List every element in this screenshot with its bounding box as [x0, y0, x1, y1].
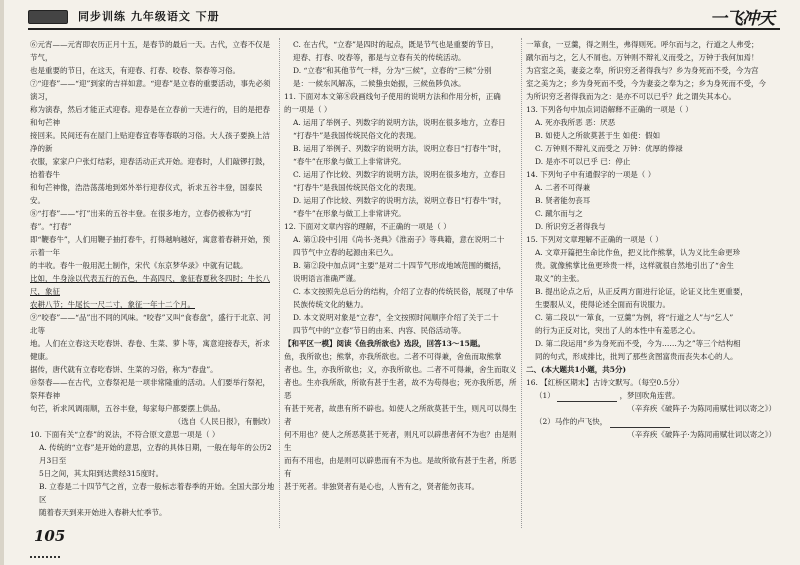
q15-option-d-cont: 同的句式，形成排比，批判了那些贪图富贵而丧失本心的人。: [535, 352, 738, 361]
q16-line-2: [526, 415, 776, 428]
column-middle: [284, 38, 517, 493]
q14-option-b: B. 贤者能勿丧耳: [535, 196, 591, 205]
q10-option-a-cont: 5日之间，其太阳到达黄经315度时。: [39, 469, 164, 478]
q12-option-c-cont: 民族传统文化的魅力。: [293, 300, 368, 309]
passage-line: 即“鞭春牛”，人们用鞭子抽打春牛，打得越响越好，寓意着春耕开始，预示着一年: [30, 235, 271, 257]
q13-option-d: D. 是亦不可以已乎 已：停止: [535, 157, 631, 166]
q15-option-b-cont: 生要服从义，使得论述全面而有说服力。: [535, 300, 670, 309]
passage-line: 地。人们在立春这天吃春饼、春卷、生菜、萝卜等，寓意迎接春天，祈求健康。: [30, 339, 270, 361]
q12-option-d-cont: 四节气中的“立春”节日的由来、内容、民俗活动等。: [293, 326, 466, 335]
q11-option-c-cont: “打春牛”是我国传统民俗文化的表现。: [293, 183, 421, 192]
q16-line-1-source: （辛弃疾《破阵子·为陈同甫赋壮词以寄之》）: [627, 404, 776, 413]
q12-option-b: B. 第②段中加点词“主要”是对二十四节气形成地域范围的概括，: [293, 261, 506, 270]
question-11-stem: 11. 下面对本文第⑧段画线句子使用的说明方法和作用分析，正确: [284, 92, 501, 101]
reading-line: 有甚于死者，故患有所不辟也。如使人之所欲莫甚于生，则凡可以得生者: [284, 404, 517, 426]
q12-option-a-cont: 四节气中立春的起源由来已久。: [293, 248, 398, 257]
q13-option-a: A. 死亦我所恶 恶：厌恶: [535, 118, 616, 127]
q15-option-c-cont: 的行为正反对比，突出了人的本性中有羞恶之心。: [535, 326, 700, 335]
q16-line-1-text: ，梦回吹角连营。: [619, 391, 680, 400]
q16-line-1: [526, 389, 776, 402]
reading-line: 室之美为之；乡为身死而不受，今为妻妾之奉为之；乡为身死而不受，今: [526, 79, 766, 88]
q12-option-a: A. 第①段中引用《尚书·尧典》《淮南子》等典籍，意在说明二十: [293, 235, 505, 244]
answer-blank[interactable]: [557, 392, 617, 402]
q15-option-d: D. 第二段运用“乡为身死而不受，今为……为之”等三个结构相: [535, 339, 741, 348]
page-header: [28, 4, 780, 30]
page-number: 105: [34, 527, 66, 545]
q10-option-c-cont: 迎春、打春、咬春等，都是与立春有关的传统活动。: [293, 53, 466, 62]
reading-line: 者也。生，亦我所欲也；义，亦我所欲也。二者不可得兼，舍生而取义: [284, 365, 517, 374]
q10-option-b-cont: 随着春天到来开始进入春耕大忙季节。: [39, 508, 167, 517]
question-15-stem: 15. 下列对文章理解不正确的一项是（ ）: [526, 235, 663, 244]
passage-line: ⑨“咬春”——“品”出不同的风味。“咬春”又叫“食春盘”，盛行于北京、河北等: [30, 313, 271, 335]
reading-title: 【和平区一模】阅读《鱼我所欲也》选段，回答13～15题。: [284, 339, 485, 348]
passage-line: ⑩祭春——在古代，立春祭祀是一项非常隆重的活动。人们要举行祭祀，祭拜春神: [30, 378, 270, 400]
passage-line: ⑦“迎春”——“迎”到家的吉祥如意。“迎春”是立春的重要活动，事先必须演习，: [30, 79, 271, 101]
q14-option-c: C. 蹴尔而与之: [535, 209, 583, 218]
answer-blank[interactable]: [610, 418, 670, 428]
q11-option-a: A. 运用了举例子、列数字的说明方法，说明在很多地方，立春日: [293, 118, 506, 127]
q16-line-1-num: （1）: [535, 391, 555, 400]
question-12-stem: 12. 下面对文章内容的理解，不正确的一项是（ ）: [284, 222, 451, 231]
q10-option-c: C. 在古代，“立春”是四时的起点，既是节气也是重要的节日，: [293, 40, 499, 49]
q15-option-a-cont: 取义”的主张。: [535, 274, 584, 283]
q10-option-b: B. 立春是二十四节气之首，立春一般标志着春季的开始。全国大部分地区: [39, 482, 275, 504]
q10-option-d: D. “立春”和其他节气一样，分为“三候”，立春的“三候”分别: [293, 66, 492, 75]
question-10-stem: 10. 下面有关“立春”的说法，不符合原文意思一项是（ ）: [30, 430, 220, 439]
q14-option-a: A. 二者不可得兼: [535, 183, 591, 192]
underlined-sentence: 比如，牛身涂以代表五行的五色，牛高四尺，象征春夏秋冬四时；牛长八尺，象征: [30, 274, 270, 296]
book-icon: [28, 10, 68, 24]
passage-line: 也是重要的节日，在这天，有迎春、打春、咬春、祭春等习俗。: [30, 66, 240, 75]
source-note: （选自《人民日报》，有删改）: [173, 417, 275, 426]
header-rule: [28, 28, 780, 30]
q16-line-2-text: （2）马作的卢飞快，: [535, 417, 608, 426]
q10-option-d-cont: 是：一候东风解冻，二候蛰虫始振，三候鱼陟负冰。: [293, 79, 466, 88]
column-left: [30, 38, 275, 519]
column-divider: [521, 38, 522, 528]
page-number-ornament: [30, 548, 60, 558]
q10-option-a: A. 传统的“立春”是开始的意思，立春的具体日期，一般在每年的公历2月3日至: [39, 443, 272, 465]
reading-line: 为宫室之美，妻妾之奉，所识穷乏者得我与？乡为身死而不受，今为宫: [526, 66, 759, 75]
reading-line: 而有不用也，由是则可以辟患而有不为也。是故所欲有甚于生者，所恶有: [284, 456, 517, 478]
q11-option-c: C. 运用了作比较、列数字的说明方法，说明在很多地方，立春日: [293, 170, 506, 179]
reading-line: 鱼，我所欲也；熊掌，亦我所欲也。二者不可得兼，舍鱼而取熊掌: [284, 352, 502, 361]
q11-option-d-cont: “春牛”在形象与做工上非常讲究。: [293, 209, 406, 218]
underlined-sentence: 农耕八节；牛尾长一尺二寸，象征一年十二个月。: [30, 300, 195, 309]
passage-line: 称为演春，然后才能正式迎春。迎春是在立春前一天进行的，目的是把春和句芒神: [30, 105, 270, 127]
question-14-stem: 14. 下列句子中有通假字的一项是（ ）: [526, 170, 656, 179]
q12-option-d: D. 本文说明对象是“立春”，全文按照时间顺序介绍了关于二十: [293, 313, 499, 322]
passage-line: 的丰收。春牛一般用泥土制作，宋代《东京梦华录》中就有记载。: [30, 261, 248, 270]
q12-option-b-cont: 说明语言准确严谨。: [293, 274, 361, 283]
q15-option-a: A. 文章开篇把生命比作鱼，把义比作熊掌，认为义比生命更珍: [535, 248, 741, 257]
reading-line: 一箪食，一豆羹，得之则生，弗得则死。呼尔而与之，行道之人弗受；: [526, 40, 759, 49]
q12-option-c: C. 本文按照先总后分的结构，介绍了立春的传统民俗，展现了中华: [293, 287, 514, 296]
passage-line: ⑧“打春”——“打”出来的五谷丰登。在很多地方，立春仍被称为“打春”。“打春”: [30, 209, 252, 231]
question-13-stem: 13. 下列各句中加点词语解释不正确的一项是（ ）: [526, 105, 693, 114]
q13-option-b: B. 如使人之所欲莫甚于生 如使：假如: [535, 131, 661, 140]
passage-line: 衣服，家家户户张灯结彩，迎春活动正式开始。迎春时，人们敲锣打鼓，抬着春牛: [30, 157, 270, 179]
q11-option-b-cont: “春牛”在形象与做工上非常讲究。: [293, 157, 406, 166]
column-right: [526, 38, 776, 441]
q15-option-b: B. 提出论点之后，从正反两方面进行论证，论证义比生更重要，: [535, 287, 748, 296]
passage-line: 据传，唐代就有立春吃春饼、生菜的习俗，称为“春盘”。: [30, 365, 218, 374]
reading-line: 蹴尔而与之，乞人不屑也。万钟则不辩礼义而受之，万钟于我何加焉！: [526, 53, 759, 62]
reading-line: 甚于死者。非独贤者有是心也，人皆有之，贤者能勿丧耳。: [284, 482, 479, 491]
reading-line: 为所识穷乏者得我而为之：是亦不可以已乎？此之谓失其本心。: [526, 92, 736, 101]
binding-edge: [0, 0, 4, 565]
question-11-stem-cont: 的一项是（ ）: [284, 105, 332, 114]
brand-logo: 一飞冲天: [710, 9, 774, 29]
q11-option-d: D. 运用了作比较、列数字的说明方法，说明立春日“打春牛”时，: [293, 196, 507, 205]
reading-line: 何不用也？使人之所恶莫甚于死者，则凡可以辟患者何不为也？由是则生: [284, 430, 517, 452]
column-divider: [279, 38, 280, 528]
passage-line: ⑥元宵——元宵即农历正月十五，是春节的最后一天。古代，立春不仅是节气，: [30, 40, 270, 62]
passage-line: 接回来。民间还有在屋门上贴迎春宜春等春联的习俗。大人孩子要换上洁净的新: [30, 131, 270, 153]
question-16-stem: 16. 【红桥区期末】古诗文默写。（每空0.5分）: [526, 378, 684, 387]
passage-line: 句芒，祈求风调雨顺，五谷丰登，每家每户都要摆上供品。: [30, 404, 225, 413]
q15-option-a-cont: 贵。就像熊掌比鱼更珍贵一样，这样就很自然地引出了“舍生: [535, 261, 734, 270]
q13-option-c: C. 万钟则不辩礼义而受之 万钟：优厚的俸禄: [535, 144, 683, 153]
series-title: 同步训练 九年级语文 下册: [78, 10, 220, 23]
q15-option-c: C. 第二段以“一箪食，一豆羹”为例，将“行道之人”与“乞人”: [535, 313, 734, 322]
q11-option-b: B. 运用了举例子、列数字的说明方法，说明立春日“打春牛”时，: [293, 144, 506, 153]
section-two-title: 二、(本大题共1小题，共5分): [526, 365, 627, 374]
q11-option-a-cont: “打春牛”是我国传统民俗文化的表现。: [293, 131, 421, 140]
q16-line-2-source: （辛弃疾《破阵子·为陈同甫赋壮词以寄之》）: [627, 430, 776, 439]
passage-line: 和句芒神像，浩浩荡荡地到郊外举行迎春仪式，祈求五谷丰登，国泰民安。: [30, 183, 263, 205]
q14-option-d: D. 所识穷乏者得我与: [535, 222, 606, 231]
reading-line: 者也。生亦我所欲，所欲有甚于生者，故不为苟得也；死亦我所恶，所恶: [284, 378, 517, 400]
